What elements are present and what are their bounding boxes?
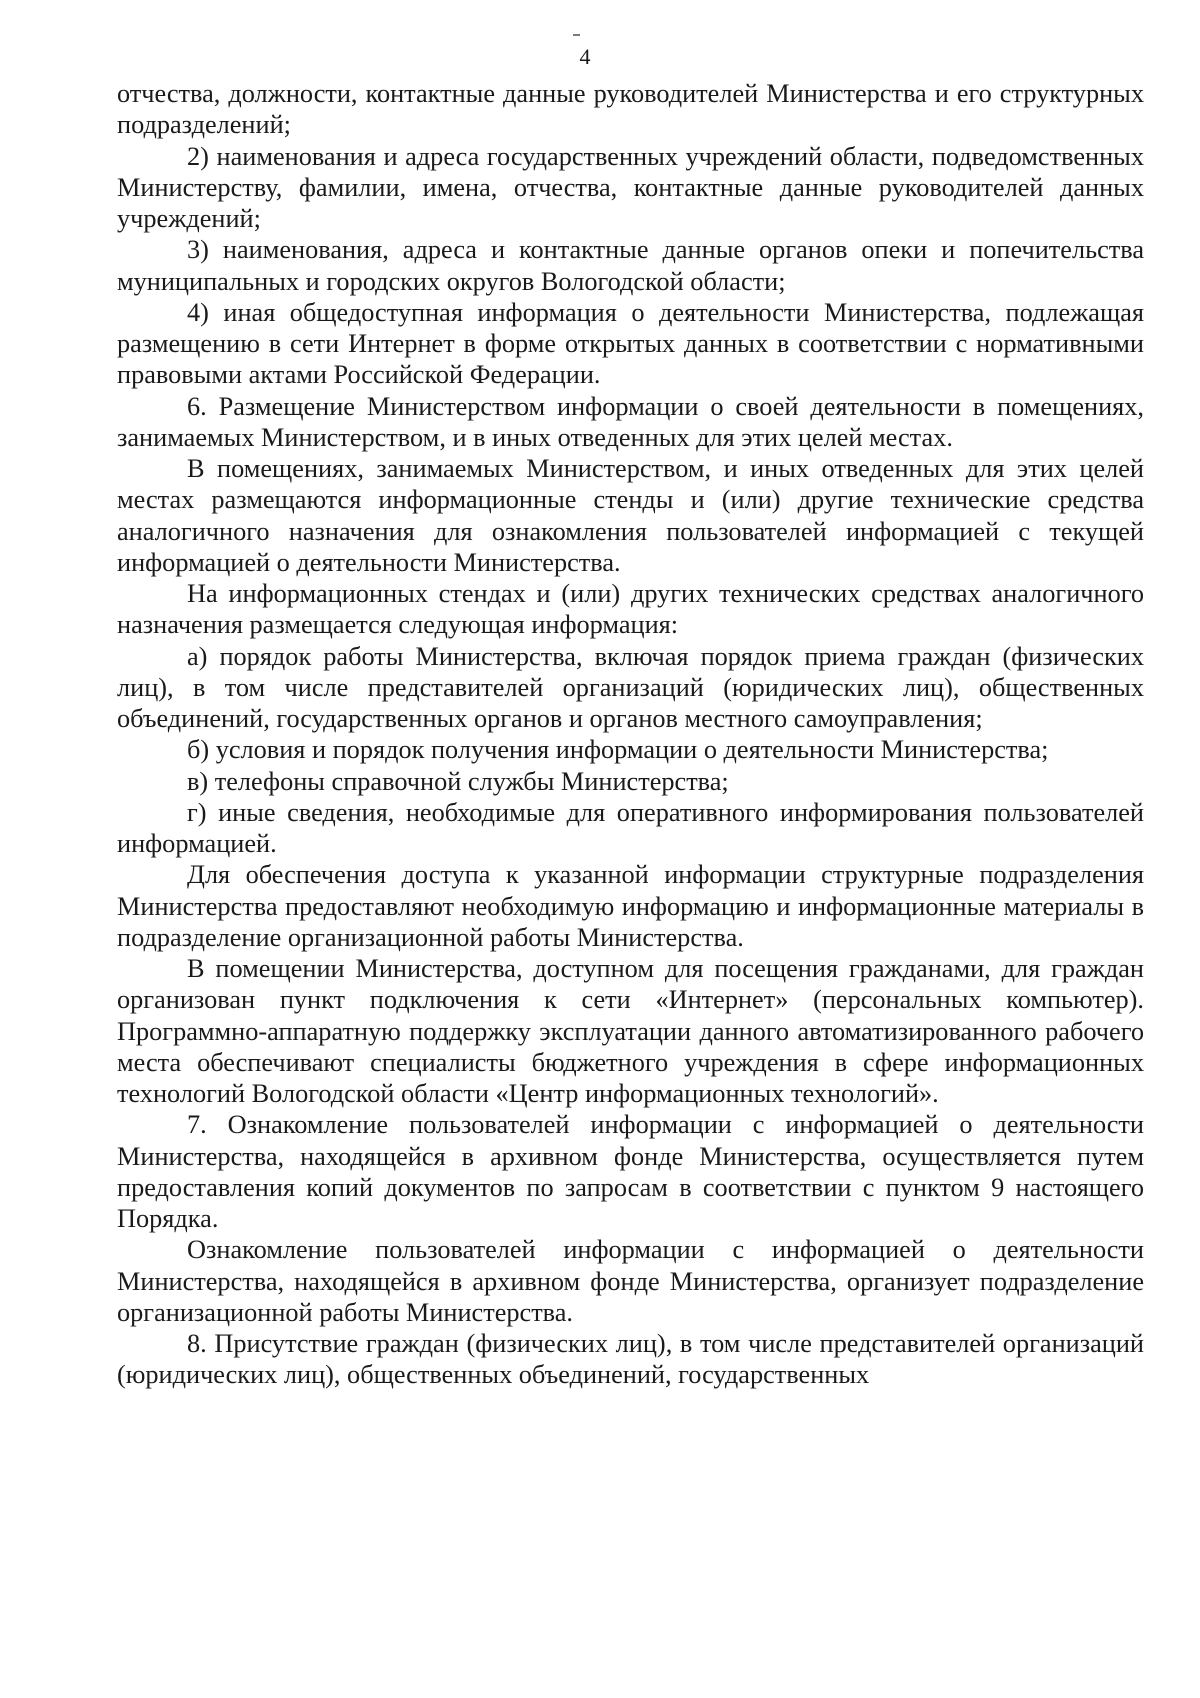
list-item-g: г) иные сведения, необходимые для оперативного информирования пользователей информацией. <box>117 797 1144 858</box>
document-body <box>117 78 1144 1391</box>
list-item-a: а) порядок работы Министерства, включая порядок приема граждан (физических лиц), в том числе представителей организаций (юридических лиц), общественных объединений, государственных органов и органов местного самоуправления; <box>117 641 1144 733</box>
paragraph: Для обеспечения доступа к указанной информации структурные подразделения Министерства предоставляют необходимую информацию и информационные материалы в подразделение организационной работы Министерства. <box>117 860 1144 952</box>
list-item-3: 3) наименования, адреса и контактные данные органов опеки и попечительства муниципальных и городских округов Вологодской области; <box>117 235 1144 296</box>
list-item-v: в) телефоны справочной службы Министерства; <box>187 766 729 796</box>
page-number: 4 <box>579 44 591 69</box>
paragraph-continuation: отчества, должности, контактные данные руководителей Министерства и его структурных подразделений; <box>117 79 1144 140</box>
paragraph: В помещении Министерства, доступном для посещения гражданами, для граждан организован пункт подключения к сети «Интернет» (персональных компьютер). Программно-аппаратную поддержку эксплуатации данного автоматизированного рабочего места обеспечивают специалисты бюджетного учреждения в сфере информационных технологий Вологодской области «Центр информационных технологий». <box>117 954 1144 1108</box>
paragraph: На информационных стендах и (или) других технических средствах аналогичного назначения размещается следующая информация: <box>117 579 1144 640</box>
list-item-2: 2) наименования и адреса государственных учреждений области, подведомственных Министерству, фамилии, имена, отчества, контактные данные руководителей данных учреждений; <box>117 141 1144 233</box>
list-item-b: б) условия и порядок получения информации о деятельности Министерства; <box>187 735 1049 765</box>
paragraph: В помещениях, занимаемых Министерством, и иных отведенных для этих целей местах размещаются информационные стенды и (или) другие технические средства аналогичного назначения для ознакомления пользователей информацией с текущей информацией о деятельности Министерства. <box>117 454 1144 577</box>
section-7: 7. Ознакомление пользователей информации с информацией о деятельности Министерства, находящейся в архивном фонде Министерства, осуществляется путем предоставления копий документов по запросам в соответствии с пунктом 9 настоящего Порядка. <box>117 1110 1144 1233</box>
list-item-4: 4) иная общедоступная информация о деятельности Министерства, подлежащая размещению в сети Интернет в форме открытых данных в соответствии с нормативными правовыми актами Российской Федерации. <box>117 297 1144 390</box>
section-8: 8. Присутствие граждан (физических лиц), в том числе представителей организаций (юридических лиц), общественных объединений, государственных <box>117 1329 1144 1390</box>
scan-speck <box>573 34 580 36</box>
section-6-heading: 6. Размещение Министерством информации о своей деятельности в помещениях, занимаемых Министерством, и в иных отведенных для этих целей местах. <box>117 391 1144 452</box>
paragraph: Ознакомление пользователей информации с информацией о деятельности Министерства, находящейся в архивном фонде Министерства, организует подразделение организационной работы Министерства. <box>117 1235 1144 1327</box>
